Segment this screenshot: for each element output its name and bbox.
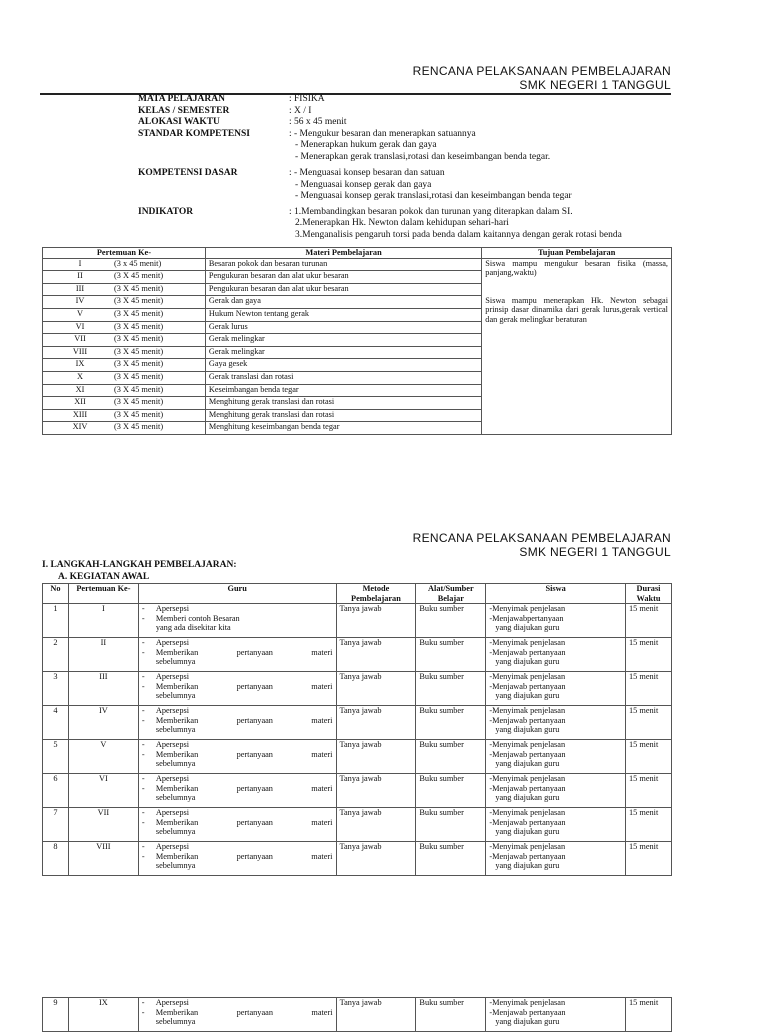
pertemuan-time: (3 X 45 menit) [114,422,164,432]
cell-pertemuan [43,321,206,334]
pertemuan-time: (3 X 45 menit) [114,308,164,318]
siswa-text: -Menyimak penjelasan [489,638,566,648]
guru-text: Apersepsi [155,706,190,716]
th-pertemuan: Pertemuan Ke- [68,584,138,604]
th-siswa: Siswa [486,584,626,604]
cell-pertemuan: V [68,740,138,774]
page-header-2 [413,531,671,559]
guru-text: Apersepsi [155,638,190,648]
cell-pertemuan [43,346,206,359]
pertemuan-num: XIV [72,422,88,432]
pertemuan-time: (3 X 45 menit) [114,321,164,331]
siswa-text: -Menyimak penjelasan [489,740,566,750]
guru-text: materi [311,783,333,793]
kegiatan-table-continued [42,997,672,1032]
cell-pertemuan [43,271,206,284]
pertemuan-time: (3 X 45 menit) [114,397,164,407]
siswa-text: yang diajukan guru [495,1017,560,1027]
guru-text: Memberikan [155,1007,199,1017]
ind-line: : 1.Membandingkan besaran pokok dan turunan yang diterapkan dalam SI. [289,206,573,217]
cell-metode: Tanya jawab [336,672,416,706]
table-row [43,740,672,774]
guru-text: Memberikan [155,749,199,759]
guru-text: Apersepsi [155,774,190,784]
cell-pertemuan [43,422,206,435]
cell-alat: Buku sumber [416,706,486,740]
cell-pertemuan [43,359,206,372]
cell-pertemuan [43,397,206,410]
cell-durasi: 15 menit [626,842,672,876]
cell-no: 4 [43,706,69,740]
cell-alat: Buku sumber [416,998,486,1032]
cell-alat: Buku sumber [416,672,486,706]
table-row [43,638,672,672]
guru-text: materi [311,851,333,861]
guru-text: materi [311,817,333,827]
guru-text: Memberikan [155,681,199,691]
sk-line: - Menerapkan hukum gerak dan gaya [295,140,437,150]
cell-guru: - Apersepsi - Memberikan pertanyaan materi sebelumnya [138,774,336,808]
guru-text: pertanyaan [236,783,273,793]
cell-metode: Tanya jawab [336,842,416,876]
cell-alat: Buku sumber [416,808,486,842]
cell-pertemuan: VIII [68,842,138,876]
pertemuan-num: VII [74,334,86,344]
siswa-text: -Menyimak penjelasan [489,604,566,614]
alokasi-label: ALOKASI WAKTU [138,117,220,127]
table-row [43,296,672,309]
section-title: I. LANGKAH-LANGKAH PEMBELAJARAN: [42,560,237,570]
guru-text: Apersepsi [155,808,190,818]
cell-durasi: 15 menit [626,604,672,638]
guru-text: pertanyaan [236,817,273,827]
cell-no: 8 [43,842,69,876]
siswa-text: -Menjawab pertanyaan [489,851,566,861]
pertemuan-num: XIII [72,409,88,419]
pertemuan-time: (3 X 45 menit) [114,384,164,394]
siswa-text: yang diajukan guru [495,623,560,633]
cell-materi: Pengukuran besaran dan alat ukur besaran [205,283,481,296]
siswa-text: -Menjawab pertanyaan [489,647,566,657]
guru-text: materi [311,1007,333,1017]
cell-guru: - Apersepsi - Memberikan pertanyaan materi sebelumnya [138,706,336,740]
cell-materi: Menghitung keseimbangan benda tegar [205,422,481,435]
siswa-text: -Menjawab pertanyaan [489,783,566,793]
cell-materi: Hukum Newton tentang gerak [205,308,481,321]
cell-pertemuan [43,409,206,422]
kelas-value: : X / I [289,105,312,116]
guru-text: Apersepsi [155,998,189,1007]
pertemuan-time: (3 X 45 menit) [114,296,164,306]
cell-no: 3 [43,672,69,706]
pertemuan-time: (3 X 45 menit) [114,334,164,344]
cell-metode: Tanya jawab [336,638,416,672]
cell-materi: Besaran pokok dan besaran turunan [205,258,481,271]
guru-text: pertanyaan [236,1007,273,1017]
guru-text: sebelumnya [155,725,196,735]
pertemuan-num: VI [75,321,85,331]
guru-text: Apersepsi [155,604,190,614]
th-guru: Guru [138,584,336,604]
siswa-text: yang diajukan guru [495,759,560,769]
pertemuan-time: (3 X 45 menit) [114,359,164,369]
siswa-text: yang diajukan guru [495,691,560,701]
cell-metode: Tanya jawab [336,706,416,740]
alokasi-value: : 56 x 45 menit [289,117,347,127]
materi-table [42,247,672,435]
guru-text: Apersepsi [155,740,190,750]
siswa-text: -Menjawabpertanyaan [489,613,564,623]
mata-value: : FISIKA [289,94,325,104]
guru-text: materi [311,647,333,657]
pertemuan-num: I [78,258,82,268]
siswa-text: -Menyimak penjelasan [489,808,566,818]
cell-no: 7 [43,808,69,842]
kd-line: : - Menguasai konsep besaran dan satuan [289,168,445,178]
th-durasi: Durasi Waktu [626,584,672,604]
pertemuan-num: IX [75,359,85,369]
siswa-text: -Menyimak penjelasan [489,672,566,682]
cell-pertemuan: II [68,638,138,672]
ind-line: 2.Menerapkan Hk. Newton dalam kehidupan sehari-hari [295,218,509,228]
cell-no: 2 [43,638,69,672]
cell-pertemuan: III [68,672,138,706]
pertemuan-num: V [77,308,83,318]
cell-durasi: 15 menit [626,774,672,808]
guru-text: sebelumnya [155,861,196,871]
guru-text: pertanyaan [236,647,273,657]
guru-text: Apersepsi [155,842,190,852]
pertemuan-time: (3 x 45 menit) [114,258,162,268]
cell-guru: - Apersepsi - Memberikan pertanyaan materi sebelumnya [138,740,336,774]
guru-text: yang ada disekitar kita [155,623,231,633]
siswa-text: yang diajukan guru [495,827,560,837]
th-alat: Alat/Sumber Belajar [416,584,486,604]
siswa-text: yang diajukan guru [495,793,560,803]
cell-pertemuan [43,308,206,321]
cell-pertemuan: IV [68,706,138,740]
cell-materi: Gerak dan gaya [205,296,481,309]
cell-materi: Keseimbangan benda tegar [205,384,481,397]
siswa-text: -Menyimak penjelasan [489,998,566,1007]
cell-no: 5 [43,740,69,774]
kd-label: KOMPETENSI DASAR [138,168,238,178]
siswa-text: -Menyimak penjelasan [489,842,566,852]
cell-materi: Gerak lurus [205,321,481,334]
cell-alat: Buku sumber [416,740,486,774]
th-pertemuan: Pertemuan Ke- [43,248,206,259]
cell-alat: Buku sumber [416,842,486,876]
guru-text: pertanyaan [236,681,273,691]
pertemuan-time: (3 X 45 menit) [114,371,164,381]
guru-text: sebelumnya [155,827,196,837]
pertemuan-num: XI [75,384,85,394]
table-row [43,808,672,842]
cell-guru: - Apersepsi - Memberikan pertanyaan materi sebelumnya [138,998,336,1032]
cell-durasi: 15 menit [626,706,672,740]
pertemuan-num: XII [74,397,86,407]
guru-text: Apersepsi [155,672,190,682]
kd-line: - Menguasai konsep gerak dan gaya [295,179,432,190]
cell-materi: Menghitung gerak translasi dan rotasi [205,397,481,410]
kd-line: - Menguasai konsep gerak translasi,rotasi dan keseimbangan benda tegar [295,191,572,201]
cell-siswa [486,808,626,842]
siswa-text: -Menjawab pertanyaan [489,1007,566,1017]
info-block [138,94,678,241]
cell-pertemuan [43,296,206,309]
cell-guru: - Apersepsi - Memberikan pertanyaan materi sebelumnya [138,638,336,672]
th-tujuan: Tujuan Pembelajaran [482,248,672,259]
cell-durasi: 15 menit [626,998,672,1032]
pertemuan-num: IV [75,296,85,306]
guru-text: sebelumnya [155,657,196,667]
cell-pertemuan: VI [68,774,138,808]
guru-text: sebelumnya [155,793,196,803]
cell-pertemuan [43,334,206,347]
sk-line: : - Mengukur besaran dan menerapkan satuannya [289,128,476,139]
guru-text: Memberikan [155,851,199,861]
th-no: No [43,584,69,604]
guru-text: pertanyaan [236,851,273,861]
siswa-text: -Menjawab pertanyaan [489,749,566,759]
cell-siswa [486,672,626,706]
table-row [43,604,672,638]
ind-line: 3.Menganalisis pengaruh torsi pada benda dalam kaitannya dengan gerak rotasi benda [295,229,622,240]
guru-text: sebelumnya [155,759,196,769]
guru-text: Memberikan [155,783,199,793]
cell-alat: Buku sumber [416,774,486,808]
cell-pertemuan [43,384,206,397]
table-row [43,706,672,740]
cell-siswa [486,842,626,876]
header-school: SMK NEGERI 1 TANGGUL [519,78,671,92]
kelas-label: KELAS / SEMESTER [138,105,230,116]
cell-metode: Tanya jawab [336,740,416,774]
cell-siswa [486,740,626,774]
header-title: RENCANA PELAKSANAAN PEMBELAJARAN [412,531,671,545]
siswa-text: -Menjawab pertanyaan [489,817,566,827]
cell-pertemuan: IX [68,998,138,1032]
cell-pertemuan: I [68,604,138,638]
section-subtitle: A. KEGIATAN AWAL [58,572,150,582]
pertemuan-time: (3 X 45 menit) [114,283,164,293]
cell-alat: Buku sumber [416,604,486,638]
sk-line: - Menerapkan gerak translasi,rotasi dan keseimbangan benda tegar. [295,151,551,162]
cell-guru: - Apersepsi - Memberikan pertanyaan materi sebelumnya [138,808,336,842]
cell-metode: Tanya jawab [336,808,416,842]
sk-label: STANDAR KOMPETENSI [138,128,250,139]
cell-no: 1 [43,604,69,638]
cell-materi: Menghitung gerak translasi dan rotasi [205,409,481,422]
siswa-text: -Menyimak penjelasan [489,774,566,784]
pertemuan-time: (3 X 45 menit) [114,271,164,281]
cell-guru: - Apersepsi - Memberikan pertanyaan materi sebelumnya [138,672,336,706]
siswa-text: yang diajukan guru [495,725,560,735]
guru-text: materi [311,715,333,725]
table-row [43,258,672,271]
cell-durasi: 15 menit [626,672,672,706]
kegiatan-table [42,583,672,876]
cell-materi: Gaya gesek [205,359,481,372]
guru-text: materi [311,749,333,759]
guru-text: Memberikan [155,647,199,657]
cell-no: 6 [43,774,69,808]
cell-alat: Buku sumber [416,638,486,672]
pertemuan-num: VIII [72,346,88,356]
page-header-1 [413,64,671,92]
cell-siswa [486,998,626,1032]
cell-pertemuan: VII [68,808,138,842]
cell-no: 9 [43,998,69,1032]
cell-guru: - Apersepsi - Memberikan pertanyaan materi sebelumnya [138,842,336,876]
pertemuan-time: (3 X 45 menit) [114,346,164,356]
cell-durasi: 15 menit [626,808,672,842]
table-row [43,774,672,808]
guru-text: Memberikan [155,817,199,827]
siswa-text: -Menjawab pertanyaan [489,715,566,725]
ind-label: INDIKATOR [138,206,194,217]
guru-text: materi [311,681,333,691]
siswa-text: yang diajukan guru [495,657,560,667]
cell-durasi: 15 menit [626,740,672,774]
guru-text: Memberi contoh Besaran [155,613,240,623]
th-metode: Metode Pembelajaran [336,584,416,604]
table-row [43,672,672,706]
guru-text: sebelumnya [155,691,196,701]
pertemuan-num: X [77,371,83,381]
siswa-text: -Menyimak penjelasan [489,706,566,716]
cell-siswa [486,638,626,672]
cell-pertemuan [43,283,206,296]
cell-tujuan: Siswa mampu mengukur besaran fisika (massa, panjang,waktu) [482,258,672,296]
siswa-text: yang diajukan guru [495,861,560,871]
pertemuan-num: III [75,283,85,293]
cell-materi: Pengukuran besaran dan alat ukur besaran [205,271,481,284]
cell-materi: Gerak translasi dan rotasi [205,371,481,384]
cell-guru: - Apersepsi - Memberi contoh Besaran yang ada disekitar kita [138,604,336,638]
pertemuan-num: II [77,271,83,281]
cell-tujuan: Siswa mampu menerapkan Hk. Newton sebagai prinsip dasar dinamika dari gerak lurus,gerak vertical dan gerak melingkar beraturan [482,296,672,435]
cell-siswa [486,604,626,638]
header-title: RENCANA PELAKSANAAN PEMBELAJARAN [412,64,671,78]
guru-text: pertanyaan [236,749,273,759]
cell-materi: Gerak melingkar [205,334,481,347]
cell-durasi: 15 menit [626,638,672,672]
cell-siswa [486,706,626,740]
siswa-text: -Menjawab pertanyaan [489,681,566,691]
table-row [43,998,672,1032]
header-school: SMK NEGERI 1 TANGGUL [519,545,671,559]
th-materi: Materi Pembelajaran [205,248,481,259]
guru-text: pertanyaan [236,715,273,725]
table-row [43,842,672,876]
guru-text: Memberikan [155,715,199,725]
cell-metode: Tanya jawab [336,998,416,1032]
guru-text: sebelumnya [155,1017,196,1027]
cell-materi: Gerak melingkar [205,346,481,359]
cell-pertemuan [43,258,206,271]
mata-label: MATA PELAJARAN [138,94,225,104]
cell-pertemuan [43,371,206,384]
pertemuan-time: (3 X 45 menit) [114,409,164,419]
cell-siswa [486,774,626,808]
cell-metode: Tanya jawab [336,774,416,808]
cell-metode: Tanya jawab [336,604,416,638]
